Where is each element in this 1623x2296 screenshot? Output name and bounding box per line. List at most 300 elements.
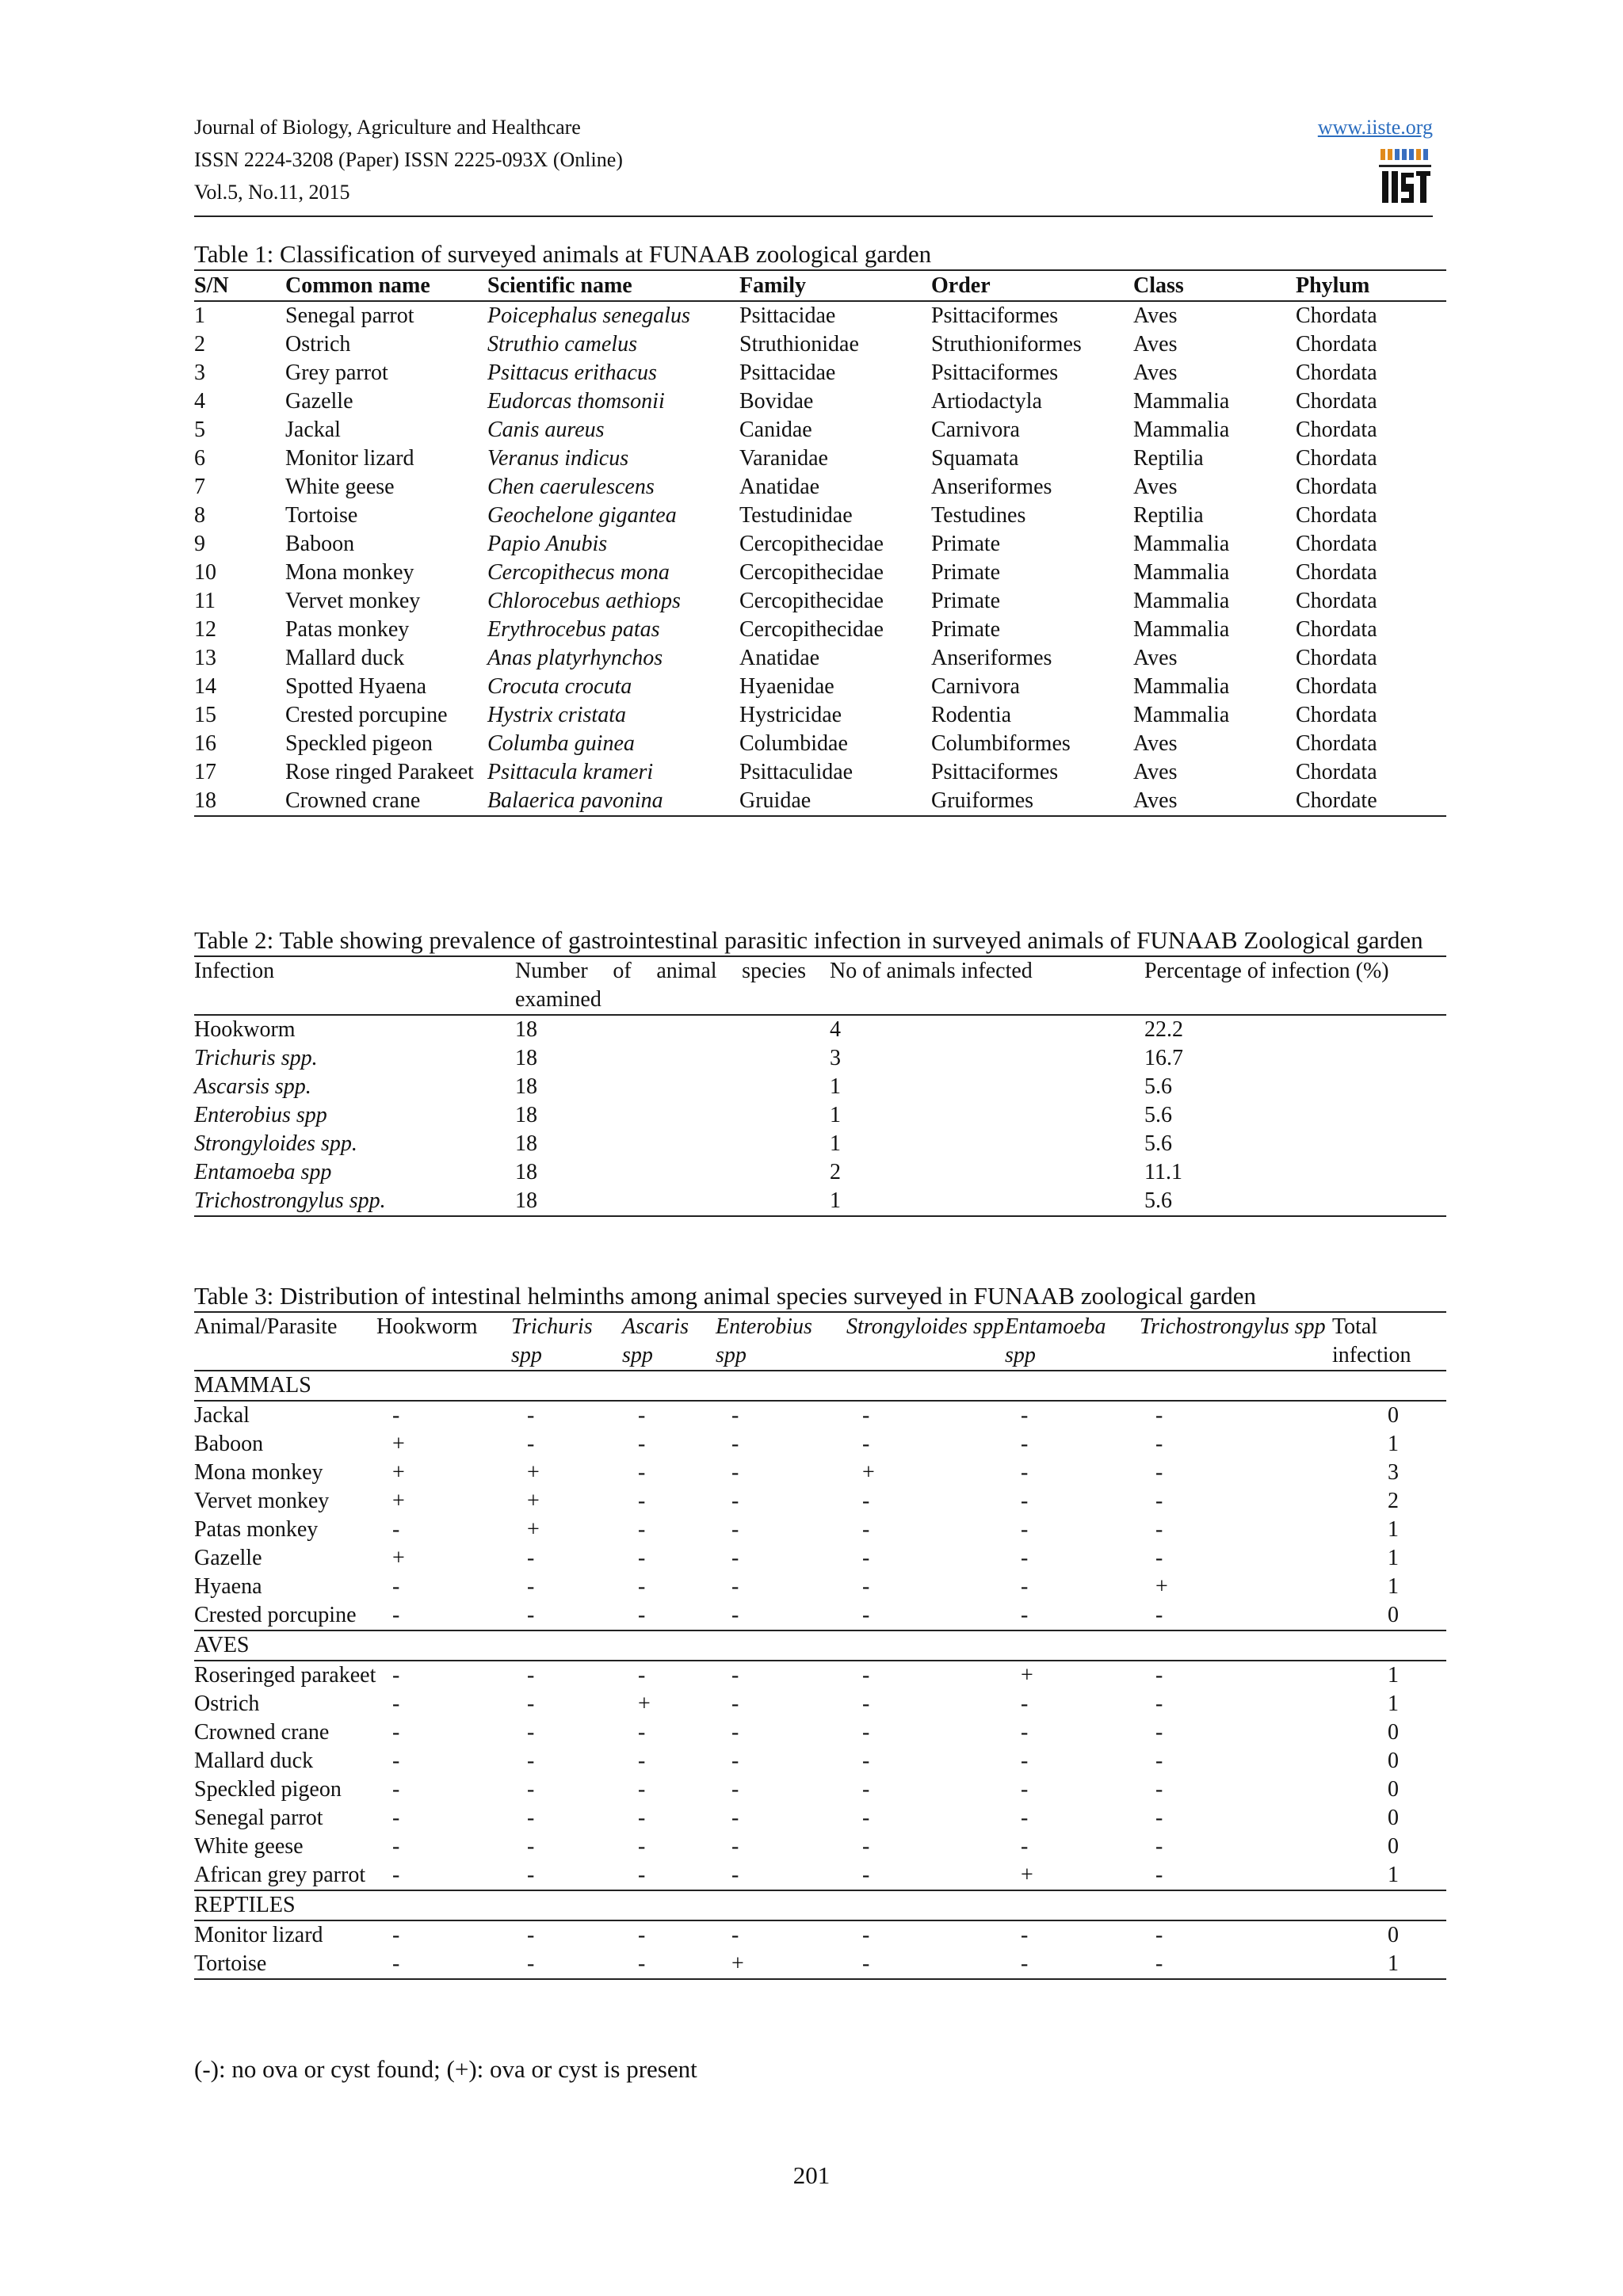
table-cell: -: [638, 1546, 646, 1570]
table-cell: Ostrich: [194, 1691, 260, 1716]
table-cell: Mammalia: [1133, 532, 1230, 556]
table-cell: Chordata: [1296, 589, 1377, 613]
table-cell: -: [527, 1603, 535, 1627]
table-cell: -: [527, 1749, 535, 1773]
table-cell: -: [731, 1432, 739, 1456]
journal-issn: ISSN 2224-3208 (Paper) ISSN 2225-093X (Online): [194, 148, 623, 171]
table-cell: Mammalia: [1133, 617, 1230, 642]
table-cell: Chordate: [1296, 788, 1377, 813]
table-cell: -: [1021, 1923, 1029, 1947]
table-cell: 9: [194, 532, 205, 556]
table-cell: 18: [515, 1074, 537, 1099]
table-cell: -: [731, 1749, 739, 1773]
table-cell: Vervet monkey: [194, 1489, 330, 1513]
table-cell: Chordata: [1296, 360, 1377, 385]
table-cell: 0: [1388, 1720, 1399, 1745]
table-cell: Patas monkey: [194, 1517, 319, 1542]
table-cell: +: [527, 1489, 540, 1513]
table-cell: Ascarsis spp.: [194, 1074, 311, 1099]
table-cell: Vervet monkey: [285, 589, 421, 613]
table-cell: -: [1021, 1749, 1029, 1773]
table-cell: 3: [1388, 1460, 1399, 1485]
table-2-col-examined: Number of animal species examined: [515, 959, 806, 1012]
table-cell: +: [638, 1691, 651, 1716]
table-2: [194, 955, 1446, 1217]
table-row: [194, 1044, 1446, 1073]
table-cell: Chordata: [1296, 617, 1377, 642]
table-row: [194, 1950, 1446, 1979]
table-cell: 1: [1388, 1663, 1399, 1688]
table-cell: -: [862, 1806, 870, 1830]
table-cell: Rodentia: [931, 703, 1012, 727]
table-cell: -: [846, 1950, 1005, 1979]
table-cell: Cercopithecidae: [739, 617, 884, 642]
table-cell: -: [862, 1691, 870, 1716]
table-cell: -: [638, 1720, 646, 1745]
table-cell: -: [527, 1432, 535, 1456]
table-group-label: AVES: [194, 1630, 1446, 1661]
table-cell: -: [1155, 1806, 1163, 1830]
table-cell: +: [1021, 1863, 1033, 1887]
table-cell: 3: [830, 1046, 841, 1070]
table-cell: Crocuta crocuta: [487, 674, 632, 699]
table-1-section: [194, 239, 1446, 817]
table-cell: Mammalia: [1133, 560, 1230, 585]
table-cell: -: [862, 1749, 870, 1773]
table-1-header-row: [194, 270, 1446, 301]
table-cell: -: [1021, 1806, 1029, 1830]
table-cell: -: [392, 1517, 400, 1542]
table-row: [194, 1516, 1446, 1544]
table-row: [194, 1718, 1446, 1747]
table-cell: 6: [194, 446, 205, 471]
table-cell: -: [527, 1720, 535, 1745]
table-cell: Crowned crane: [194, 1720, 330, 1745]
table-cell: -: [1155, 1403, 1163, 1428]
table-cell: Testudines: [931, 503, 1026, 528]
table-cell: Ostrich: [285, 332, 351, 357]
table-cell: -: [527, 1777, 535, 1802]
table-cell: -: [862, 1663, 870, 1688]
table-cell: Aves: [1133, 760, 1178, 784]
table-cell: Chordata: [1296, 503, 1377, 528]
table-cell: Struthioniformes: [931, 332, 1082, 357]
table-cell: -: [527, 1663, 535, 1688]
table-cell: -: [1155, 1834, 1163, 1859]
table-3-section: [194, 1281, 1446, 1980]
table-cell: Chordata: [1296, 731, 1377, 756]
table-cell: 1: [1388, 1863, 1399, 1887]
journal-volume: Vol.5, No.11, 2015: [194, 181, 350, 204]
table-cell: Chordata: [1296, 418, 1377, 442]
table-cell: -: [638, 1923, 646, 1947]
table-cell: -: [1155, 1489, 1163, 1513]
table-1-col-class: Class: [1133, 273, 1184, 298]
table-cell: Bovidae: [739, 389, 814, 414]
table-3-col-ascaris: Ascaris spp: [622, 1314, 689, 1367]
table-cell: 7: [194, 475, 205, 499]
table-cell: African grey parrot: [194, 1863, 366, 1887]
table-cell: Carnivora: [931, 674, 1020, 699]
table-cell: Anas platyrhynchos: [487, 646, 663, 670]
table-cell: Psittacula krameri: [487, 760, 654, 784]
table-cell: Cercopithecidae: [739, 589, 884, 613]
table-cell: Erythrocebus patas: [487, 617, 660, 642]
table-cell: -: [392, 1403, 400, 1428]
table-cell: Psittacidae: [739, 303, 836, 328]
table-1-col-common-name: Common name: [285, 273, 430, 298]
table-1-col-family: Family: [739, 273, 806, 298]
table-cell: Hyaenidae: [739, 674, 834, 699]
iiste-logo: [1377, 146, 1433, 206]
table-cell: Primate: [931, 560, 1001, 585]
table-cell: -: [731, 1777, 739, 1802]
table-cell: Chordata: [1296, 760, 1377, 784]
table-cell: Poicephalus senegalus: [487, 303, 690, 328]
table-cell: -: [392, 1603, 400, 1627]
table-cell: -: [1155, 1691, 1163, 1716]
table-row: [194, 1861, 1446, 1890]
table-cell: 1: [1388, 1517, 1399, 1542]
journal-url-link[interactable]: www.iiste.org: [1317, 116, 1433, 139]
table-cell: -: [862, 1923, 870, 1947]
table-cell: 8: [194, 503, 205, 528]
table-cell: Monitor lizard: [194, 1923, 323, 1947]
table-group-row: [194, 1630, 1446, 1661]
table-cell: Trichuris spp.: [194, 1046, 318, 1070]
table-cell: Trichostrongylus spp.: [194, 1188, 386, 1213]
table-cell: 1: [1332, 1950, 1446, 1979]
table-cell: -: [1155, 1663, 1163, 1688]
table-row: [194, 473, 1446, 502]
table-3-col-trichuris: Trichuris spp: [511, 1314, 593, 1367]
table-2-col-infection: Infection: [194, 959, 275, 983]
table-row: [194, 330, 1446, 359]
table-cell: -: [1021, 1777, 1029, 1802]
table-cell: -: [1140, 1950, 1332, 1979]
table-cell: Mallard duck: [194, 1749, 314, 1773]
table-cell: 18: [194, 788, 216, 813]
table-row: [194, 1073, 1446, 1101]
table-3-col-entamoeba: Entamoeba spp: [1005, 1314, 1106, 1367]
table-row: [194, 1573, 1446, 1601]
table-cell: Carnivora: [931, 418, 1020, 442]
table-cell: 0: [1388, 1834, 1399, 1859]
table-cell: Crowned crane: [285, 788, 421, 813]
table-cell: Rose ringed Parakeet: [285, 760, 474, 784]
table-cell: -: [1021, 1603, 1029, 1627]
table-cell: -: [638, 1432, 646, 1456]
table-cell: 1: [1388, 1546, 1399, 1570]
table-cell: 18: [515, 1160, 537, 1184]
table-cell: 0: [1388, 1749, 1399, 1773]
table-cell: -: [862, 1863, 870, 1887]
table-cell: White geese: [194, 1834, 304, 1859]
table-cell: -: [638, 1777, 646, 1802]
table-cell: Columbiformes: [931, 731, 1071, 756]
table-cell: Mona monkey: [194, 1460, 323, 1485]
table-cell: -: [862, 1834, 870, 1859]
table-row: [194, 701, 1446, 730]
table-cell: Veranus indicus: [487, 446, 629, 471]
table-row: [194, 1187, 1446, 1216]
table-cell: Balaerica pavonina: [487, 788, 663, 813]
table-cell: Entamoeba spp: [194, 1160, 332, 1184]
table-cell: -: [731, 1834, 739, 1859]
table-cell: -: [392, 1834, 400, 1859]
table-cell: Cercopithecidae: [739, 532, 884, 556]
table-cell: -: [1021, 1720, 1029, 1745]
table-cell: -: [862, 1517, 870, 1542]
table-cell: 5.6: [1144, 1131, 1172, 1156]
table-row: [194, 1487, 1446, 1516]
table-cell: Struthionidae: [739, 332, 859, 357]
table-cell: 0: [1388, 1403, 1399, 1428]
table-cell: -: [638, 1517, 646, 1542]
table-cell: -: [527, 1403, 535, 1428]
table-cell: Chen caerulescens: [487, 475, 655, 499]
table-cell: Geochelone gigantea: [487, 503, 677, 528]
table-cell: 16: [194, 731, 216, 756]
table-3-col-animal: Animal/Parasite: [194, 1314, 338, 1339]
table-group-label: REPTILES: [194, 1890, 1446, 1920]
table-cell: 18: [515, 1017, 537, 1042]
table-cell: -: [376, 1950, 511, 1979]
table-3: [194, 1311, 1446, 1980]
table-3-col-hookworm: Hookworm: [376, 1314, 478, 1339]
table-cell: 0: [1388, 1806, 1399, 1830]
table-row: [194, 1661, 1446, 1690]
table-cell: Mammalia: [1133, 674, 1230, 699]
table-cell: -: [731, 1546, 739, 1570]
table-cell: Aves: [1133, 731, 1178, 756]
table-3-col-strongyloides: Strongyloides spp: [846, 1314, 1004, 1339]
table-row: [194, 416, 1446, 444]
table-cell: Cercopithecidae: [739, 560, 884, 585]
table-row: [194, 730, 1446, 758]
table-cell: -: [1021, 1403, 1029, 1428]
table-row: [194, 1690, 1446, 1718]
page-header: [194, 111, 1433, 208]
table-cell: -: [1021, 1691, 1029, 1716]
table-cell: 1: [1388, 1432, 1399, 1456]
table-cell: Hystrix cristata: [487, 703, 626, 727]
table-cell: -: [527, 1691, 535, 1716]
table-cell: Aves: [1133, 332, 1178, 357]
table-cell: -: [731, 1691, 739, 1716]
table-cell: -: [1021, 1517, 1029, 1542]
table-cell: Anseriformes: [931, 646, 1052, 670]
table-cell: -: [731, 1720, 739, 1745]
table-cell: -: [1021, 1432, 1029, 1456]
table-cell: Columbidae: [739, 731, 848, 756]
table-row: [194, 587, 1446, 616]
table-cell: -: [527, 1834, 535, 1859]
table-cell: Psittaciformes: [931, 760, 1059, 784]
table-cell: -: [862, 1546, 870, 1570]
table-3-col-enterobius: Enterobius spp: [716, 1314, 812, 1367]
table-cell: Primate: [931, 532, 1001, 556]
table-cell: -: [638, 1603, 646, 1627]
table-cell: +: [862, 1460, 875, 1485]
table-cell: Tortoise: [194, 1950, 376, 1979]
table-cell: -: [1155, 1923, 1163, 1947]
table-cell: -: [392, 1574, 400, 1599]
table-cell: 14: [194, 674, 216, 699]
table-1-body: [194, 301, 1446, 816]
table-cell: Mammalia: [1133, 589, 1230, 613]
table-cell: -: [1155, 1546, 1163, 1570]
table-3-caption: Table 3: Distribution of intestinal helminths among animal species surveyed in FUNAAB zoological garden: [194, 1282, 1257, 1310]
table-row: [194, 1601, 1446, 1630]
table-row: [194, 559, 1446, 587]
table-cell: Crested porcupine: [194, 1603, 357, 1627]
table-cell: -: [1155, 1603, 1163, 1627]
table-cell: Speckled pigeon: [194, 1777, 342, 1802]
table-row: [194, 301, 1446, 330]
table-cell: Monitor lizard: [285, 446, 414, 471]
table-cell: Mona monkey: [285, 560, 414, 585]
table-group-label: MAMMALS: [194, 1371, 1446, 1401]
table-cell: +: [1155, 1574, 1168, 1599]
table-cell: -: [1021, 1460, 1029, 1485]
table-cell: -: [638, 1834, 646, 1859]
table-row: [194, 1804, 1446, 1833]
table-3-footnote: (-): no ova or cyst found; (+): ova or cyst is present: [194, 2055, 697, 2083]
table-row: [194, 1544, 1446, 1573]
table-cell: -: [392, 1663, 400, 1688]
table-cell: 1: [830, 1131, 841, 1156]
table-cell: 1: [830, 1188, 841, 1213]
table-cell: -: [638, 1863, 646, 1887]
table-cell: -: [638, 1460, 646, 1485]
table-cell: Gruiformes: [931, 788, 1034, 813]
table-1: [194, 269, 1446, 817]
table-cell: +: [392, 1460, 405, 1485]
table-cell: Aves: [1133, 303, 1178, 328]
table-cell: 2: [194, 332, 205, 357]
table-row: [194, 502, 1446, 530]
table-cell: Hystricidae: [739, 703, 842, 727]
table-cell: Mallard duck: [285, 646, 405, 670]
table-cell: -: [1155, 1720, 1163, 1745]
table-row: [194, 1747, 1446, 1775]
table-cell: Chordata: [1296, 446, 1377, 471]
table-1-col-scientific-name: Scientific name: [487, 273, 632, 298]
header-divider: [194, 215, 1433, 217]
table-row: [194, 1459, 1446, 1487]
table-cell: Roseringed parakeet: [194, 1663, 376, 1688]
table-cell: -: [638, 1489, 646, 1513]
table-cell: Tortoise: [285, 503, 358, 528]
table-row: [194, 1101, 1446, 1130]
table-cell: -: [392, 1806, 400, 1830]
table-row: [194, 1015, 1446, 1044]
table-cell: Aves: [1133, 475, 1178, 499]
table-row: [194, 1833, 1446, 1861]
table-cell: -: [731, 1574, 739, 1599]
table-cell: Chlorocebus aethiops: [487, 589, 681, 613]
table-cell: Aves: [1133, 646, 1178, 670]
table-cell: -: [527, 1574, 535, 1599]
table-cell: Senegal parrot: [285, 303, 414, 328]
table-1-caption: Table 1: Classification of surveyed animals at FUNAAB zoological garden: [194, 240, 932, 268]
table-cell: 18: [515, 1103, 537, 1127]
table-cell: -: [731, 1517, 739, 1542]
table-cell: Canidae: [739, 418, 812, 442]
table-cell: -: [1021, 1489, 1029, 1513]
table-cell: -: [1021, 1574, 1029, 1599]
table-cell: Chordata: [1296, 332, 1377, 357]
table-cell: Reptilia: [1133, 446, 1204, 471]
table-row: [194, 1130, 1446, 1158]
table-2-header-row: [194, 956, 1446, 1015]
table-row: [194, 1430, 1446, 1459]
table-cell: 1: [1388, 1691, 1399, 1716]
table-cell: Gazelle: [285, 389, 353, 414]
table-cell: Hyaena: [194, 1574, 262, 1599]
table-cell: 0: [1388, 1603, 1399, 1627]
table-cell: -: [638, 1749, 646, 1773]
table-2-col-percentage: Percentage of infection (%): [1144, 959, 1389, 983]
table-cell: 5.6: [1144, 1103, 1172, 1127]
table-2-caption: Table 2: Table showing prevalence of gastrointestinal parasitic infection in surveyed animals of FUNAAB Zoological garden: [194, 926, 1423, 954]
table-cell: Testudinidae: [739, 503, 853, 528]
table-cell: 0: [1388, 1777, 1399, 1802]
table-cell: -: [511, 1950, 622, 1979]
table-cell: 16.7: [1144, 1046, 1183, 1070]
table-cell: -: [862, 1432, 870, 1456]
table-cell: 5.6: [1144, 1188, 1172, 1213]
table-row: [194, 1920, 1446, 1950]
table-cell: 22.2: [1144, 1017, 1183, 1042]
table-cell: -: [527, 1546, 535, 1570]
table-cell: Crested porcupine: [285, 703, 448, 727]
table-cell: Eudorcas thomsonii: [487, 389, 665, 414]
journal-title: Journal of Biology, Agriculture and Healthcare: [194, 116, 581, 139]
table-cell: Aves: [1133, 788, 1178, 813]
table-cell: -: [862, 1403, 870, 1428]
table-group-row: [194, 1890, 1446, 1920]
table-cell: Jackal: [194, 1403, 250, 1428]
table-cell: Columba guinea: [487, 731, 635, 756]
table-cell: -: [638, 1574, 646, 1599]
table-cell: 3: [194, 360, 205, 385]
table-group-row: [194, 1371, 1446, 1401]
table-1-col-phylum: Phylum: [1296, 273, 1370, 298]
table-3-body: [194, 1371, 1446, 1979]
table-cell: -: [862, 1489, 870, 1513]
table-cell: +: [392, 1432, 405, 1456]
table-row: [194, 1401, 1446, 1430]
table-cell: -: [1155, 1460, 1163, 1485]
table-3-col-trichostrongylus: Trichostrongylus spp: [1140, 1314, 1326, 1339]
table-cell: 5: [194, 418, 205, 442]
table-cell: -: [1155, 1777, 1163, 1802]
table-cell: Struthio camelus: [487, 332, 637, 357]
table-cell: -: [638, 1403, 646, 1428]
table-cell: -: [392, 1691, 400, 1716]
table-row: [194, 1775, 1446, 1804]
table-cell: -: [1021, 1546, 1029, 1570]
table-cell: Anseriformes: [931, 475, 1052, 499]
table-2-section: [194, 925, 1446, 1217]
table-cell: Enterobius spp: [194, 1103, 327, 1127]
table-cell: Baboon: [194, 1432, 264, 1456]
table-cell: 18: [515, 1131, 537, 1156]
table-cell: Mammalia: [1133, 389, 1230, 414]
table-cell: -: [622, 1950, 716, 1979]
